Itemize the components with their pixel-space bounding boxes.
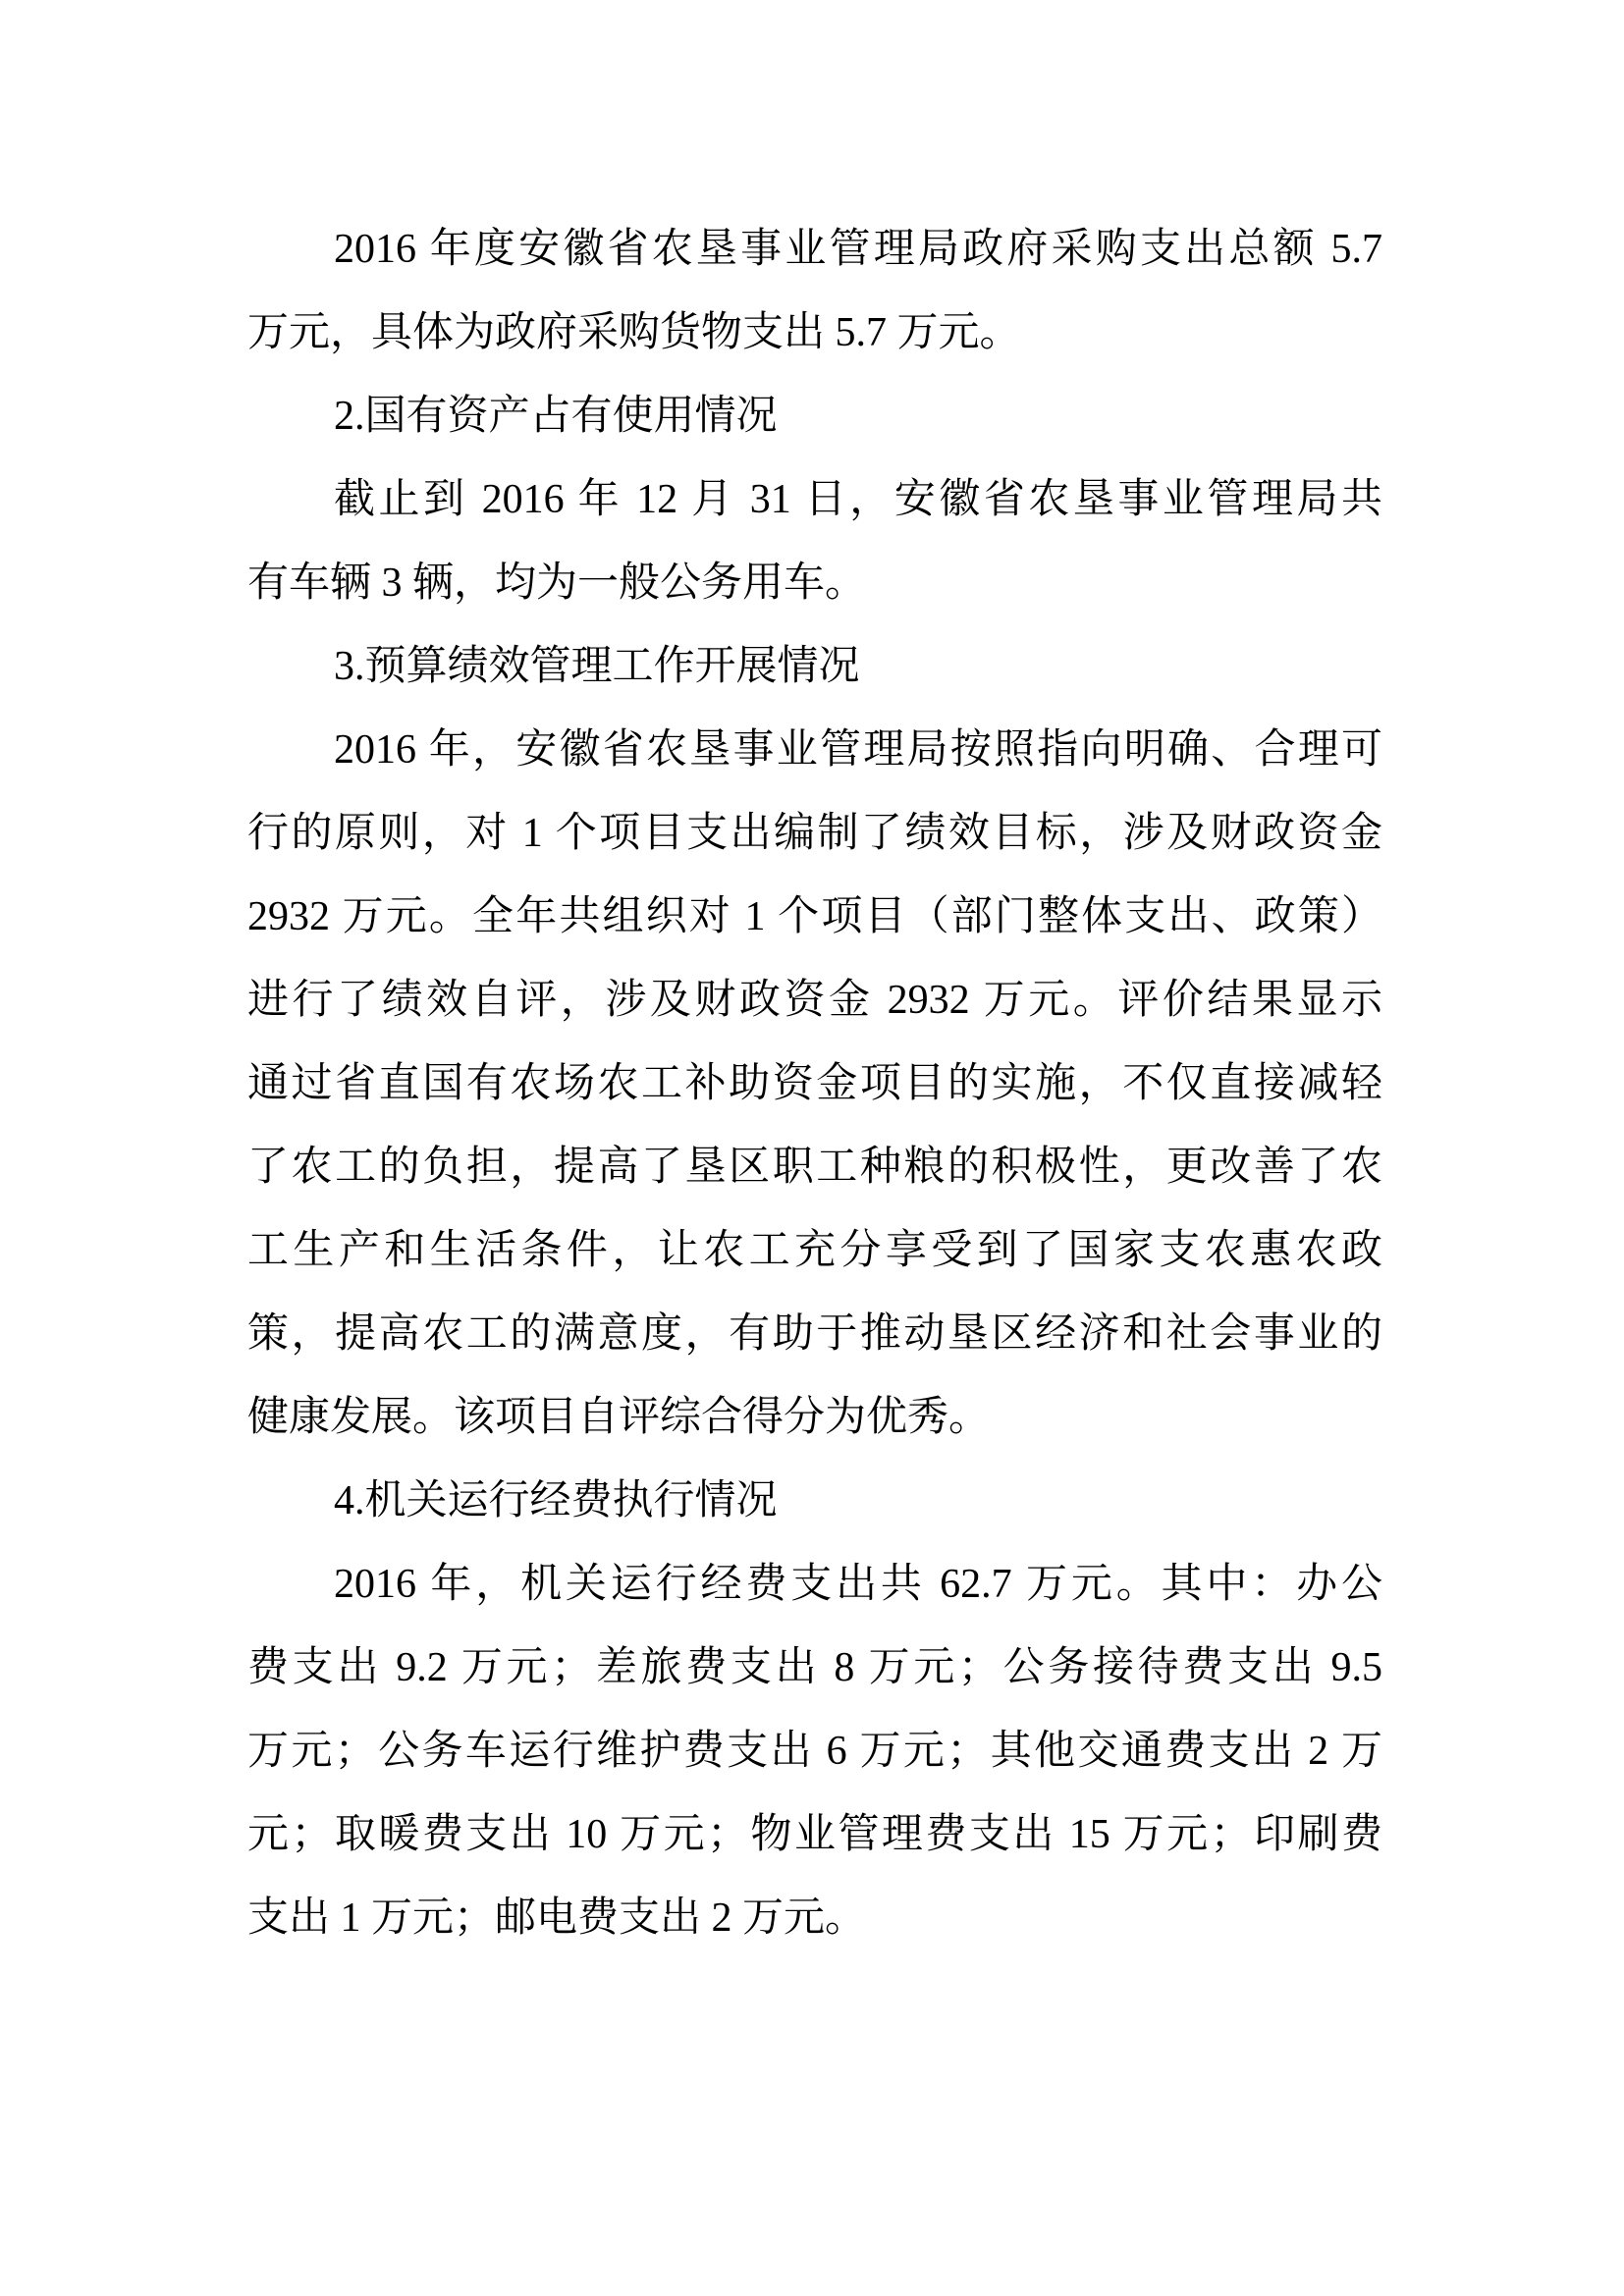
text-line: 4.机关运行经费执行情况 <box>334 1478 778 1523</box>
text-line: 支出 1 万元；邮电费支出 2 万元。 <box>247 1896 867 1941</box>
text-line: 2016 年，机关运行经费支出共 62.7 万元。其中：办公 <box>334 1562 1382 1607</box>
text-line: 2932 万元。全年共组织对 1 个项目（部门整体支出、政策） <box>247 894 1382 939</box>
text-line: 有车辆 3 辆，均为一般公务用车。 <box>247 561 867 606</box>
text-line: 元；取暖费支出 10 万元；物业管理费支出 15 万元；印刷费 <box>247 1812 1382 1857</box>
text-line: 截止到 2016 年 12 月 31 日，安徽省农垦事业管理局共 <box>334 477 1382 522</box>
text-line: 通过省直国有农场农工补助资金项目的实施，不仅直接减轻 <box>247 1061 1382 1106</box>
text-line: 2016 年度安徽省农垦事业管理局政府采购支出总额 5.7 <box>334 227 1382 272</box>
text-line: 2.国有资产占有使用情况 <box>334 394 778 439</box>
document-body-text <box>247 208 1382 1960</box>
text-line: 了农工的负担，提高了垦区职工种粮的积极性，更改善了农 <box>247 1145 1382 1190</box>
text-line: 行的原则，对 1 个项目支出编制了绩效目标，涉及财政资金 <box>247 811 1382 856</box>
text-line: 3.预算绩效管理工作开展情况 <box>334 644 860 689</box>
text-line: 万元；公务车运行维护费支出 6 万元；其他交通费支出 2 万 <box>247 1729 1382 1774</box>
text-line: 进行了绩效自评，涉及财政资金 2932 万元。评价结果显示 <box>247 978 1382 1023</box>
text-line: 费支出 9.2 万元；差旅费支出 8 万元；公务接待费支出 9.5 <box>247 1645 1382 1690</box>
text-line: 2016 年，安徽省农垦事业管理局按照指向明确、合理可 <box>334 727 1382 773</box>
text-line: 万元，具体为政府采购货物支出 5.7 万元。 <box>247 310 1021 355</box>
text-line: 健康发展。该项目自评综合得分为优秀。 <box>247 1395 991 1440</box>
text-line: 策，提高农工的满意度，有助于推动垦区经济和社会事业的 <box>247 1311 1382 1357</box>
text-line: 工生产和生活条件，让农工充分享受到了国家支农惠农政 <box>247 1228 1382 1273</box>
